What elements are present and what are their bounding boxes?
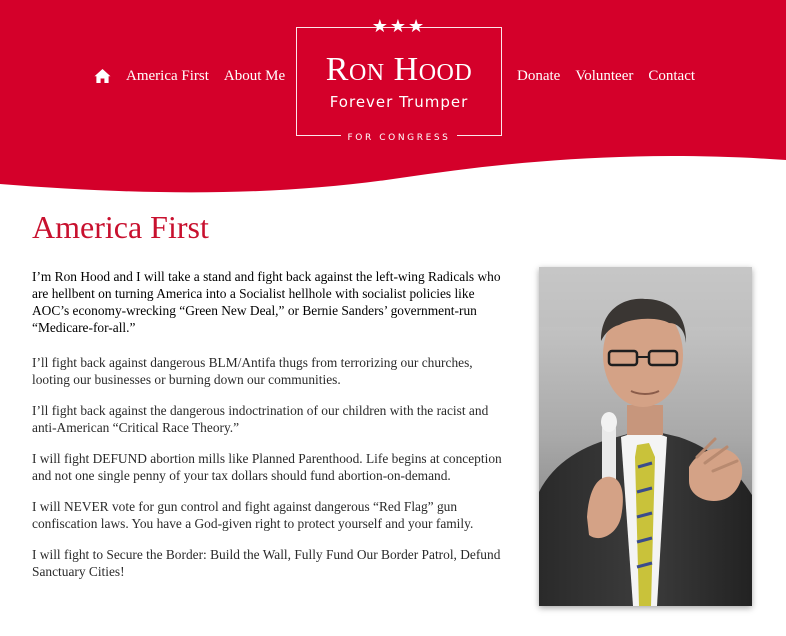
nav-link-about-me[interactable]: About Me (223, 68, 286, 84)
logo-stars: ★★★ (371, 16, 427, 36)
site-header (0, 0, 786, 200)
nav-left (94, 68, 300, 85)
logo-name: Ron Hood (325, 51, 473, 88)
nav-link-donate[interactable]: Donate (517, 68, 561, 84)
nav-link-contact[interactable]: Contact (648, 68, 696, 84)
content-paragraph: I’m Ron Hood and I will take a stand and fight back against the left-wing Radicals who are hellbent on turning America into a Socialist hellhole with socialist policies like AOC’s economy-wrecking “Green New Deal,” or Bernie Sanders’ government-run “Medicare-for-all.” (32, 269, 501, 335)
page-content (32, 268, 506, 594)
logo-sub-wrap (296, 127, 502, 145)
home-icon[interactable] (94, 68, 111, 84)
page-title: America First (32, 209, 209, 245)
nav-link-volunteer[interactable]: Volunteer (575, 68, 634, 84)
content-paragraph: I will fight DEFUND abortion mills like Planned Parenthood. Life begins at conception and not one single penny of your tax dollars should fund abortion-on-demand. (32, 451, 502, 483)
nav-link-america-first[interactable]: America First (126, 68, 209, 84)
content-paragraph: I’ll fight back against the dangerous indoctrination of our children with the racist and anti-American “Critical Race Theory.” (32, 403, 489, 435)
content-paragraph: I’ll fight back against dangerous BLM/Antifa thugs from terrorizing our churches, looting our businesses or burning down our communities. (32, 355, 473, 387)
site-logo[interactable] (296, 16, 502, 143)
candidate-photo (539, 267, 752, 606)
logo-subtitle: FOR CONGRESS (341, 131, 456, 145)
candidate-photo-illustration (539, 267, 752, 606)
nav-right (517, 68, 710, 85)
logo-tagline: Forever Trumper (329, 93, 469, 111)
content-paragraph: I will fight to Secure the Border: Build the Wall, Fully Fund Our Border Patrol, Defund Sanctuary Cities! (32, 547, 501, 579)
content-paragraph: I will NEVER vote for gun control and fight against dangerous “Red Flag” gun confiscation laws. You have a God-given right to protect yourself and your family. (32, 499, 474, 531)
